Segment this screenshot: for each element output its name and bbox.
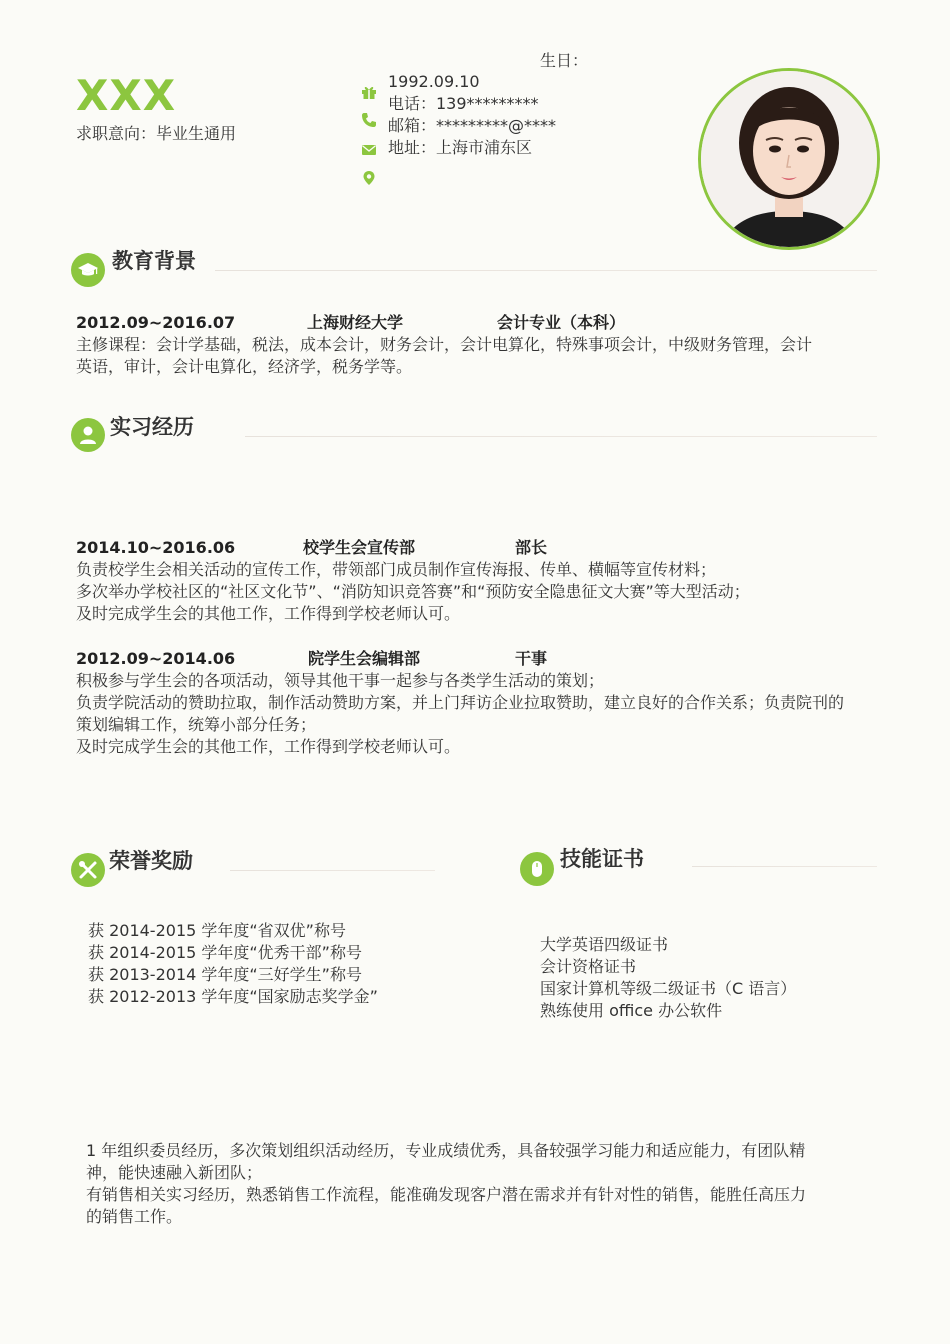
internship-org: 校学生会宣传部 — [303, 538, 416, 557]
evaluation-line: 的销售工作。 — [86, 1207, 183, 1226]
graduation-cap-icon — [77, 259, 99, 281]
internship-detail-line: 负责校学生会相关活动的宣传工作，带领部门成员制作宣传海报、传单、横幅等宣传材料； — [76, 560, 717, 579]
birthday-label: 生日： — [540, 51, 589, 70]
internship-title: 实习经历 — [110, 415, 194, 439]
section-divider — [692, 866, 877, 867]
internship-detail-line: 负责学院活动的赞助拉取，制作活动赞助方案，并上门拜访企业拉取赞助，建立良好的合作关系；负责院刊的 — [76, 693, 845, 712]
skill-item: 会计资格证书 — [540, 957, 637, 976]
section-divider — [230, 870, 435, 871]
education-course-line: 英语，审计，会计电算化，经济学，税务学等。 — [76, 357, 413, 376]
candidate-name: XXX — [76, 71, 177, 120]
evaluation-line: 有销售相关实习经历，熟悉销售工作流程，能准确发现客户潜在需求并有针对性的销售，能胜任高压力 — [86, 1185, 807, 1204]
gift-icon — [361, 84, 377, 100]
evaluation-line: 神，能快速融入新团队； — [86, 1163, 263, 1182]
education-date: 2012.09~2016.07 — [76, 313, 236, 332]
internship-org: 院学生会编辑部 — [308, 649, 421, 668]
education-school: 上海财经大学 — [307, 313, 404, 332]
email-field: 邮箱：*********@**** — [388, 116, 557, 135]
internship-detail-line: 策划编辑工作，统筹小部分任务； — [76, 715, 317, 734]
internship-detail-line: 积极参与学生会的各项活动，领导其他干事一起参与各类学生活动的策划； — [76, 671, 605, 690]
education-section-icon — [71, 253, 105, 287]
internship-role: 干事 — [515, 649, 548, 668]
honors-title: 荣誉奖励 — [109, 849, 193, 873]
mail-icon — [361, 142, 377, 158]
internship-detail-line: 及时完成学生会的其他工作，工作得到学校老师认可。 — [76, 737, 461, 756]
internship-detail-line: 及时完成学生会的其他工作，工作得到学校老师认可。 — [76, 604, 461, 623]
internship-date: 2014.10~2016.06 — [76, 538, 236, 557]
location-icon — [361, 170, 377, 186]
honor-item: 获 2014-2015 学年度“优秀干部”称号 — [88, 943, 362, 962]
skills-section-icon — [520, 852, 554, 886]
honor-item: 获 2012-2013 学年度“国家励志奖学金” — [88, 987, 378, 1006]
internship-section-icon — [71, 418, 105, 452]
honors-section-icon — [71, 853, 105, 887]
education-title: 教育背景 — [112, 249, 196, 273]
honor-item: 获 2013-2014 学年度“三好学生”称号 — [88, 965, 362, 984]
evaluation-line: 1 年组织委员经历，多次策划组织活动经历，专业成绩优秀，具备较强学习能力和适应能力，有团队精 — [86, 1141, 806, 1160]
phone-field: 电话：139********* — [388, 94, 539, 113]
skill-item: 国家计算机等级二级证书（C 语言） — [540, 979, 797, 998]
address-field: 地址：上海市浦东区 — [388, 138, 533, 157]
skills-title: 技能证书 — [560, 847, 644, 871]
birthday-value: 1992.09.10 — [388, 72, 480, 91]
section-divider — [245, 436, 877, 437]
job-intent: 求职意向：毕业生通用 — [76, 124, 237, 143]
mouse-icon — [526, 858, 548, 880]
internship-detail-line: 多次举办学校社区的“社区文化节”、“消防知识竞答赛”和“预防安全隐患征文大赛”等大型活动； — [76, 582, 750, 601]
internship-role: 部长 — [515, 538, 548, 557]
education-course-line: 主修课程：会计学基础，税法，成本会计，财务会计，会计电算化，特殊事项会计，中级财务管理，会计 — [76, 335, 813, 354]
education-major: 会计专业（本科） — [497, 313, 626, 332]
person-icon — [77, 424, 99, 446]
tools-icon — [77, 859, 99, 881]
skill-item: 大学英语四级证书 — [540, 935, 669, 954]
skill-item: 熟练使用 office 办公软件 — [540, 1001, 723, 1020]
profile-photo — [698, 68, 880, 250]
section-divider — [215, 270, 877, 271]
honor-item: 获 2014-2015 学年度“省双优”称号 — [88, 921, 346, 940]
internship-date: 2012.09~2014.06 — [76, 649, 236, 668]
phone-icon — [361, 112, 377, 128]
